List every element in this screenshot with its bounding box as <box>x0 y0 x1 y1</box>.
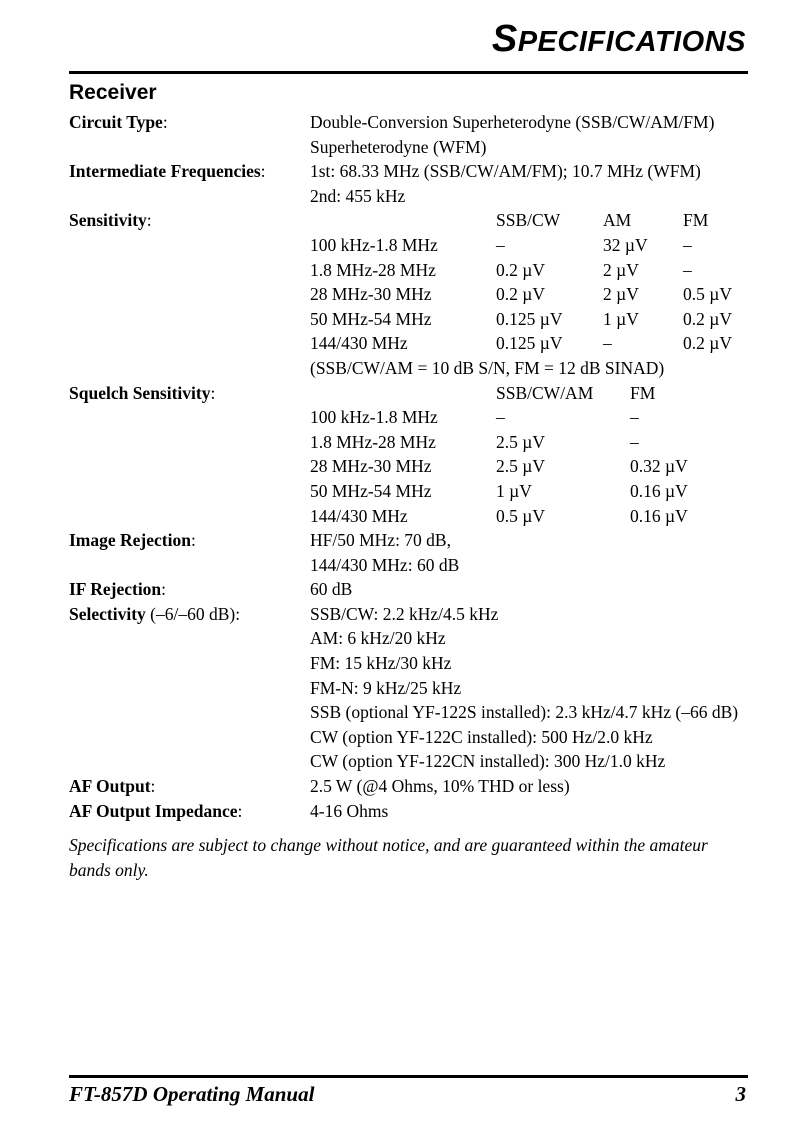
column-header: FM <box>630 382 656 403</box>
value-cell: – <box>683 259 692 280</box>
section-heading: Receiver <box>69 81 157 104</box>
spec-label: Selectivity (–6/–60 dB): <box>69 603 241 624</box>
spec-row-if-frequencies <box>69 159 769 184</box>
spec-value: FM: 15 kHz/30 kHz <box>310 653 452 674</box>
spec-list <box>69 110 769 823</box>
column-header: SSB/CW/AM <box>496 382 594 403</box>
spec-value: 144/430 MHz: 60 dB <box>310 554 460 575</box>
value-cell: 0.16 µV <box>630 480 688 501</box>
band-cell: 1.8 MHz-28 MHz <box>310 431 436 452</box>
table-row <box>69 258 769 283</box>
spec-row-sensitivity <box>69 208 769 233</box>
spec-label: Sensitivity: <box>69 210 152 231</box>
value-cell: 2 µV <box>603 284 639 305</box>
value-cell: 1 µV <box>603 308 639 329</box>
spec-value: CW (option YF-122C installed): 500 Hz/2.0 kHz <box>310 726 653 747</box>
spec-label: IF Rejection: <box>69 579 167 600</box>
column-header: AM <box>603 210 632 231</box>
value-cell: 1 µV <box>496 480 532 501</box>
table-row <box>69 307 769 332</box>
spec-row-continuation <box>69 749 769 774</box>
table-row <box>69 430 769 455</box>
value-cell: 0.2 µV <box>496 284 545 305</box>
table-row <box>69 282 769 307</box>
spec-label: AF Output: <box>69 776 156 797</box>
page-title-initial: S <box>491 18 518 60</box>
table-row <box>69 331 769 356</box>
value-cell: – <box>496 234 505 255</box>
spec-row-squelch-sensitivity <box>69 381 769 406</box>
spec-row-image-rejection <box>69 528 769 553</box>
spec-value: Double-Conversion Superheterodyne (SSB/CW/AM/FM) <box>310 112 715 132</box>
page-title <box>492 18 746 61</box>
spec-value: 60 dB <box>310 579 353 600</box>
value-cell: 0.2 µV <box>683 333 732 354</box>
spec-row-if-rejection <box>69 577 769 602</box>
spec-disclaimer: Specifications are subject to change without notice, and are guaranteed within the amateur bands only. <box>69 835 708 880</box>
spec-label: Squelch Sensitivity: <box>69 382 216 403</box>
value-cell: 0.5 µV <box>496 505 545 526</box>
value-cell: – <box>603 333 612 354</box>
value-cell: 0.2 µV <box>683 308 732 329</box>
spec-value: SSB/CW: 2.2 kHz/4.5 kHz <box>310 603 499 624</box>
page-title-rest: PECIFICATIONS <box>517 26 746 58</box>
footer-manual-title: FT-857D Operating Manual <box>69 1082 315 1106</box>
spec-value: FM-N: 9 kHz/25 kHz <box>310 677 462 698</box>
spec-row-circuit-type <box>69 110 769 135</box>
page-number: 3 <box>735 1082 746 1106</box>
value-cell: 2 µV <box>603 259 639 280</box>
sensitivity-note <box>69 356 769 381</box>
value-cell: 0.125 µV <box>496 308 563 329</box>
spec-value: SSB (optional YF-122S installed): 2.3 kHz/4.7 kHz (–66 dB) <box>310 702 739 723</box>
spec-label: Circuit Type: <box>69 112 168 132</box>
spec-row-continuation <box>69 135 769 160</box>
spec-row-continuation <box>69 184 769 209</box>
value-cell: 0.2 µV <box>496 259 545 280</box>
band-cell: 100 kHz-1.8 MHz <box>310 234 438 255</box>
band-cell: 1.8 MHz-28 MHz <box>310 259 436 280</box>
value-cell: 0.32 µV <box>630 456 688 477</box>
spec-label: Image Rejection: <box>69 530 196 551</box>
spec-value: 4-16 Ohms <box>310 800 389 821</box>
value-cell: – <box>630 431 639 452</box>
spec-row-selectivity <box>69 602 769 627</box>
value-cell: – <box>683 234 692 255</box>
table-row <box>69 405 769 430</box>
footer-rule <box>69 1075 748 1078</box>
spec-row-continuation <box>69 700 769 725</box>
band-cell: 100 kHz-1.8 MHz <box>310 407 438 428</box>
value-cell: 32 µV <box>603 234 648 255</box>
spec-value: Superheterodyne (WFM) <box>310 136 487 157</box>
spec-value: 2nd: 455 kHz <box>310 185 406 206</box>
spec-row-af-output <box>69 774 769 799</box>
band-cell: 50 MHz-54 MHz <box>310 308 432 329</box>
table-row <box>69 233 769 258</box>
spec-value: HF/50 MHz: 70 dB, <box>310 530 451 551</box>
spec-value: CW (option YF-122CN installed): 300 Hz/1.0 kHz <box>310 751 666 772</box>
table-row <box>69 454 769 479</box>
value-cell: 0.16 µV <box>630 505 688 526</box>
band-cell: 28 MHz-30 MHz <box>310 284 432 305</box>
band-cell: 28 MHz-30 MHz <box>310 456 432 477</box>
value-cell: – <box>630 407 639 428</box>
spec-row-af-output-impedance <box>69 799 769 824</box>
table-row <box>69 479 769 504</box>
spec-label: AF Output Impedance: <box>69 800 243 821</box>
column-header: SSB/CW <box>496 210 561 231</box>
spec-value: 1st: 68.33 MHz (SSB/CW/AM/FM); 10.7 MHz (WFM) <box>310 161 701 182</box>
header-rule <box>69 71 748 74</box>
spec-row-continuation <box>69 626 769 651</box>
value-cell: – <box>496 407 505 428</box>
band-cell: 144/430 MHz <box>310 505 408 526</box>
value-cell: 2.5 µV <box>496 456 545 477</box>
value-cell: 0.5 µV <box>683 284 732 305</box>
spec-label: Intermediate Frequencies: <box>69 161 266 182</box>
value-cell: 2.5 µV <box>496 431 545 452</box>
band-cell: 50 MHz-54 MHz <box>310 480 432 501</box>
column-header: FM <box>683 210 709 231</box>
table-row <box>69 504 769 529</box>
spec-row-continuation <box>69 553 769 578</box>
spec-row-continuation <box>69 676 769 701</box>
band-cell: 144/430 MHz <box>310 333 408 354</box>
spec-row-continuation <box>69 651 769 676</box>
spec-row-continuation <box>69 725 769 750</box>
spec-value: (SSB/CW/AM = 10 dB S/N, FM = 12 dB SINAD) <box>310 357 665 378</box>
spec-value: AM: 6 kHz/20 kHz <box>310 628 446 649</box>
spec-value: 2.5 W (@4 Ohms, 10% THD or less) <box>310 776 570 797</box>
value-cell: 0.125 µV <box>496 333 563 354</box>
